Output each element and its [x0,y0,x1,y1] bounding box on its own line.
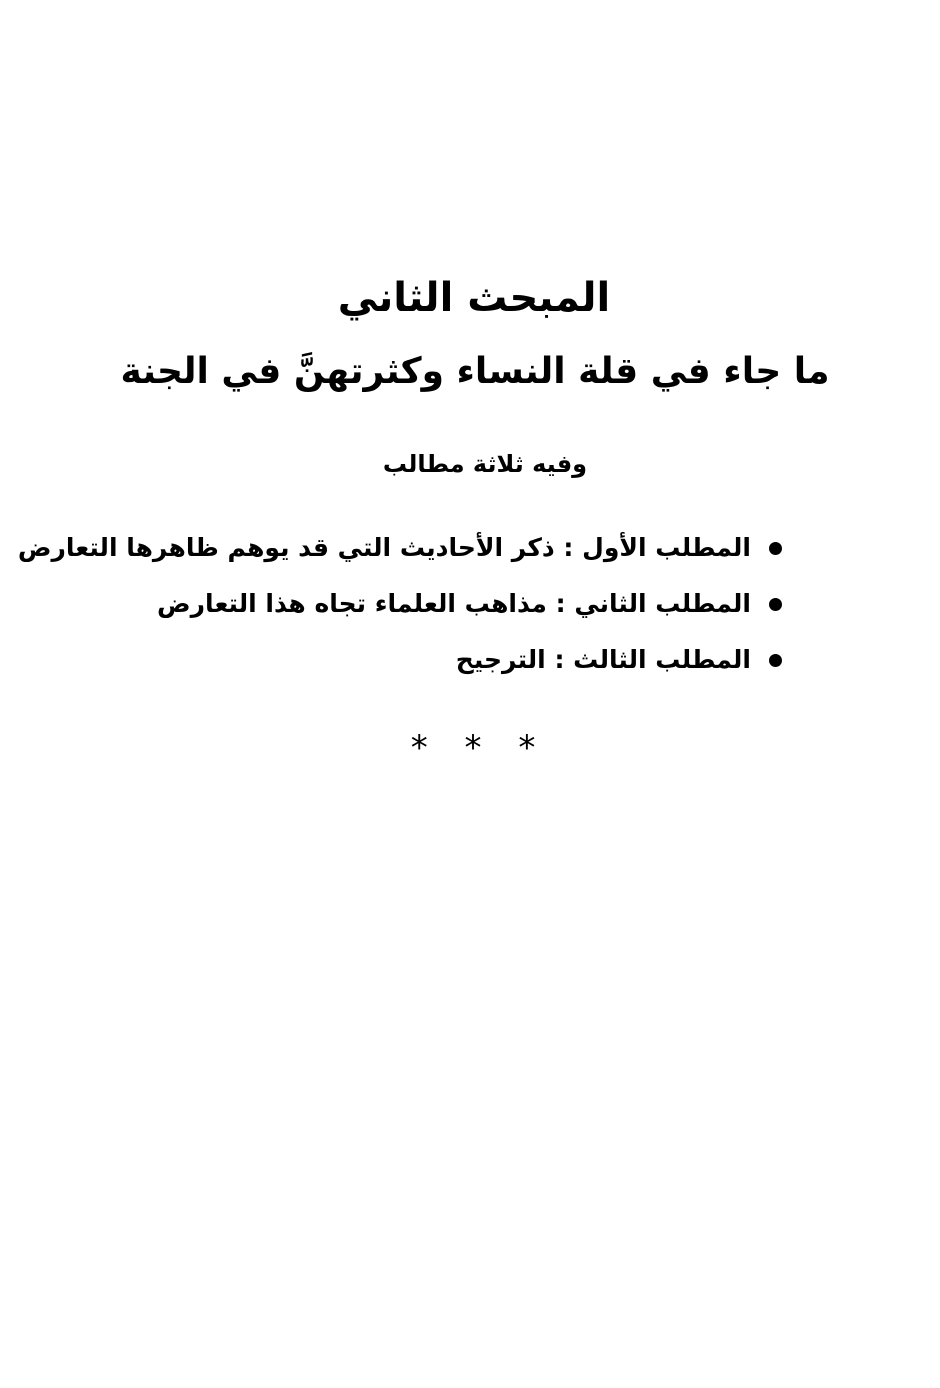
topic-text: المطلب الأول : ذكر الأحاديث التي قد يوهم ظاهرها التعارض [17,533,751,562]
bullet-icon [769,654,782,667]
asterisk: * [410,728,428,768]
section-subtitle: ما جاء في قلة النساء وكثرتهنَّ في الجنة [120,351,830,392]
topics-list [18,520,782,688]
section-intro: وفيه ثلاثة مطالب [382,450,588,478]
section-separator [0,728,940,768]
bullet-icon [769,542,782,555]
section-title: المبحث الثاني [337,275,611,321]
asterisk: * [518,728,536,768]
topic-text: المطلب الثالث : الترجيح [455,645,751,674]
topic-item [18,576,782,632]
topic-item [18,632,782,688]
asterisk: * [464,728,482,768]
topic-item [18,520,782,576]
topic-text: المطلب الثاني : مذاهب العلماء تجاه هذا التعارض [157,589,751,618]
bullet-icon [769,598,782,611]
